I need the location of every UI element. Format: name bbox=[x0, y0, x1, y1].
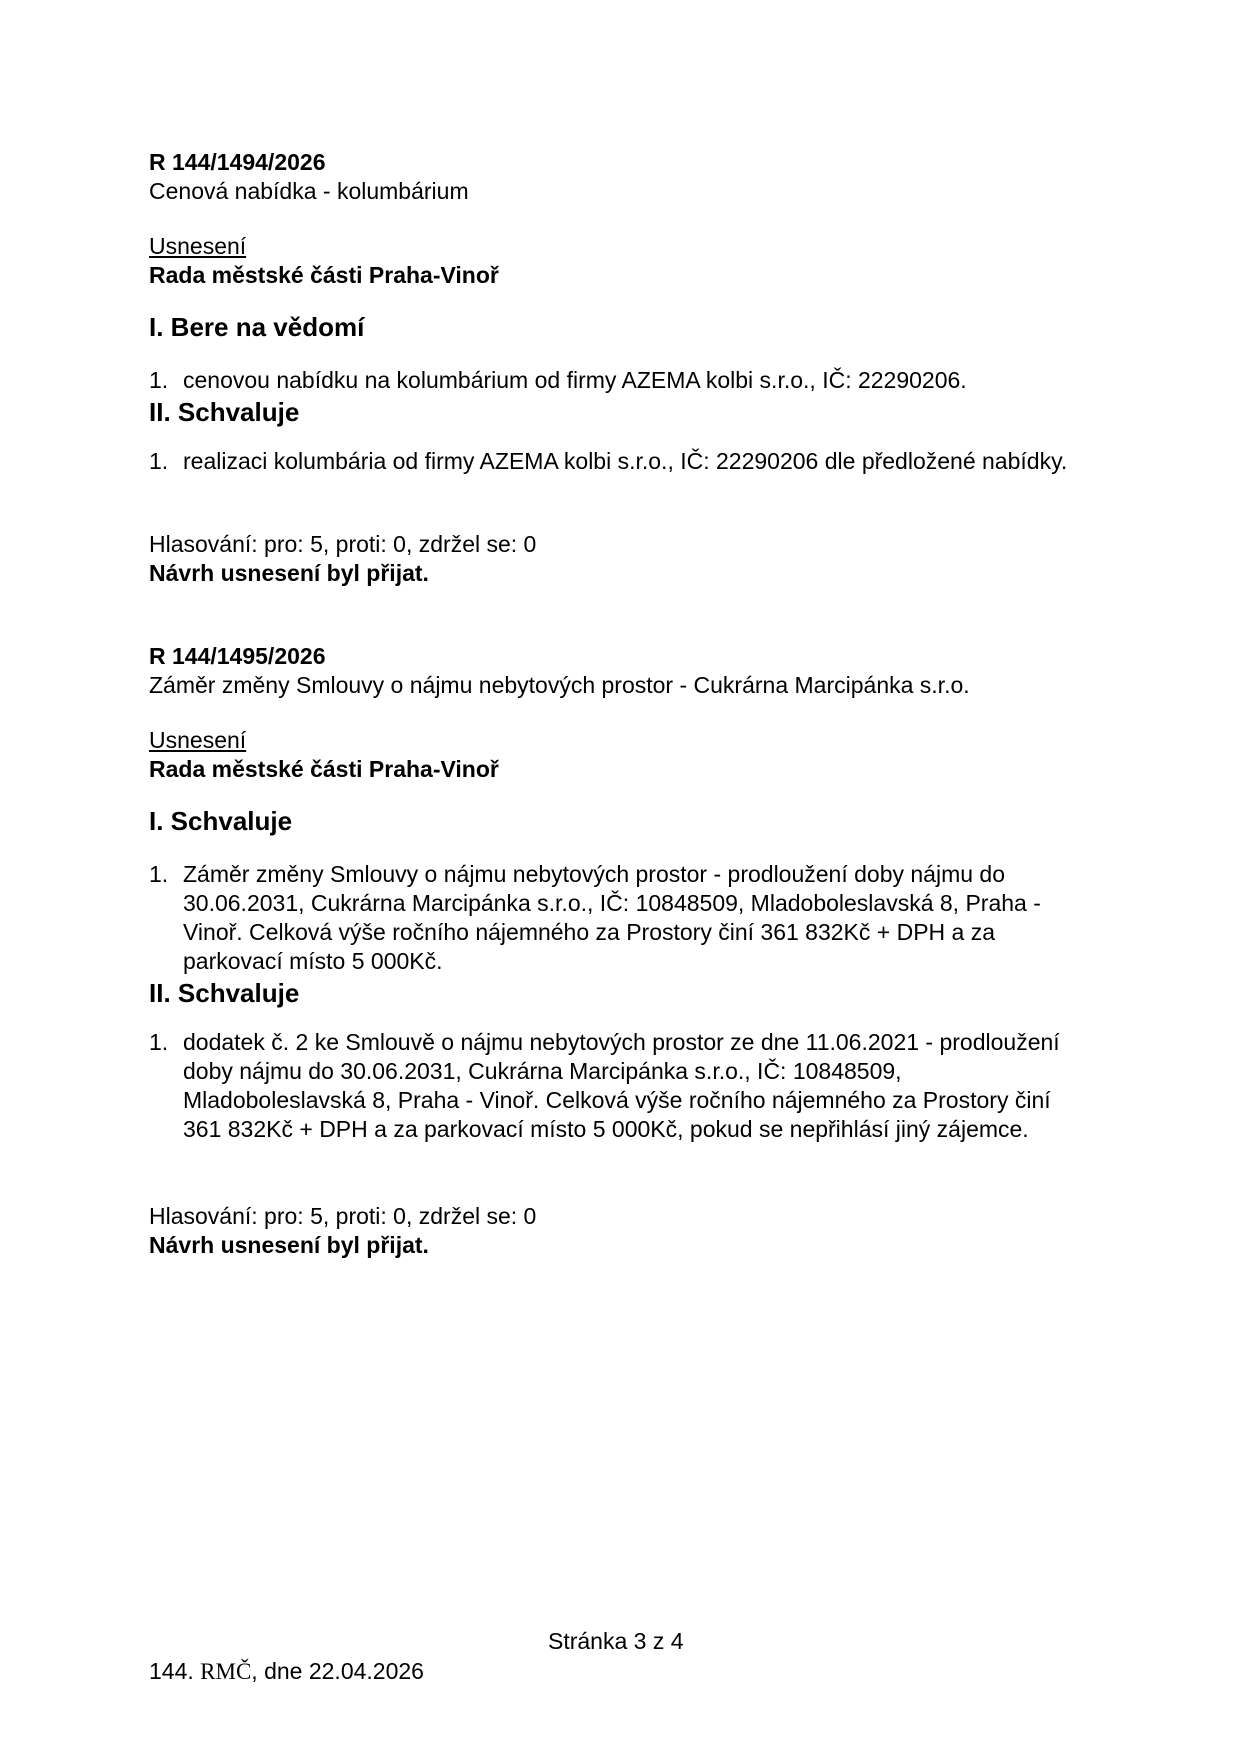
resolution-code: R 144/1494/2026 bbox=[149, 149, 326, 175]
part-items bbox=[149, 366, 1089, 395]
list-item bbox=[149, 860, 1089, 976]
issuing-body: Rada městské části Praha-Vinoř bbox=[149, 756, 499, 782]
item-text: dodatek č. 2 ke Smlouvě o nájmu nebytových prostor ze dne 11.06.2021 - prodloužení doby nájmu do 30.06.2031, Cukrárna Marcipánka s.r.o., IČ: 10848509, Mladoboleslavská 8, Praha - Vinoř. Celková výše ročního nájemného za Prostory činí 361 832Kč + DPH a za parkovací místo 5 000Kč, pokud se nepřihlásí jiný zájemce. bbox=[183, 1029, 1060, 1142]
list-item bbox=[149, 447, 1089, 476]
page-number: Stránka 3 z 4 bbox=[548, 1628, 684, 1654]
meeting-number: 144. bbox=[149, 1658, 194, 1684]
resolution-code: R 144/1495/2026 bbox=[149, 643, 326, 669]
list-item bbox=[149, 366, 1089, 395]
item-number: 1. bbox=[149, 861, 169, 887]
part-items bbox=[149, 860, 1089, 976]
resolution-label: Usnesení bbox=[149, 233, 247, 259]
issuing-body: Rada městské části Praha-Vinoř bbox=[149, 262, 499, 288]
part-heading: II. Schvaluje bbox=[149, 397, 300, 427]
item-text: Záměr změny Smlouvy o nájmu nebytových prostor - prodloužení doby nájmu do 30.06.2031, Cukrárna Marcipánka s.r.o., IČ: 10848509, Mladoboleslavská 8, Praha - Vinoř. Celková výše ročního nájemného za Prostory činí 361 832Kč + DPH a za parkovací místo 5 000Kč. bbox=[183, 861, 1041, 974]
item-number: 1. bbox=[149, 448, 169, 474]
resolution-subject: Cenová nabídka - kolumbárium bbox=[149, 178, 469, 204]
resolution-outcome: Návrh usnesení byl přijat. bbox=[149, 1232, 429, 1258]
part-heading: I. Schvaluje bbox=[149, 806, 293, 836]
meeting-info bbox=[149, 1657, 424, 1686]
vote-result: Hlasování: pro: 5, proti: 0, zdržel se: 0 bbox=[149, 1203, 537, 1229]
page-content bbox=[149, 148, 1089, 1260]
item-text: cenovou nabídku na kolumbárium od firmy AZEMA kolbi s.r.o., IČ: 22290206. bbox=[183, 367, 967, 393]
meeting-abbr: RMČ bbox=[200, 1659, 252, 1684]
resolution-label: Usnesení bbox=[149, 727, 247, 753]
part-items bbox=[149, 1028, 1089, 1144]
resolution-outcome: Návrh usnesení byl přijat. bbox=[149, 560, 429, 586]
item-text: realizaci kolumbária od firmy AZEMA kolbi s.r.o., IČ: 22290206 dle předložené nabídky. bbox=[183, 448, 1068, 474]
part-heading: I. Bere na vědomí bbox=[149, 312, 365, 342]
resolution-section-1495 bbox=[149, 642, 1089, 1260]
list-item bbox=[149, 1028, 1089, 1144]
part-items bbox=[149, 447, 1089, 476]
resolution-subject: Záměr změny Smlouvy o nájmu nebytových prostor - Cukrárna Marcipánka s.r.o. bbox=[149, 672, 970, 698]
item-number: 1. bbox=[149, 367, 169, 393]
meeting-date: , dne 22.04.2026 bbox=[251, 1658, 424, 1684]
vote-result: Hlasování: pro: 5, proti: 0, zdržel se: 0 bbox=[149, 531, 537, 557]
part-heading: II. Schvaluje bbox=[149, 978, 300, 1008]
item-number: 1. bbox=[149, 1029, 169, 1055]
resolution-section-1494 bbox=[149, 148, 1089, 588]
